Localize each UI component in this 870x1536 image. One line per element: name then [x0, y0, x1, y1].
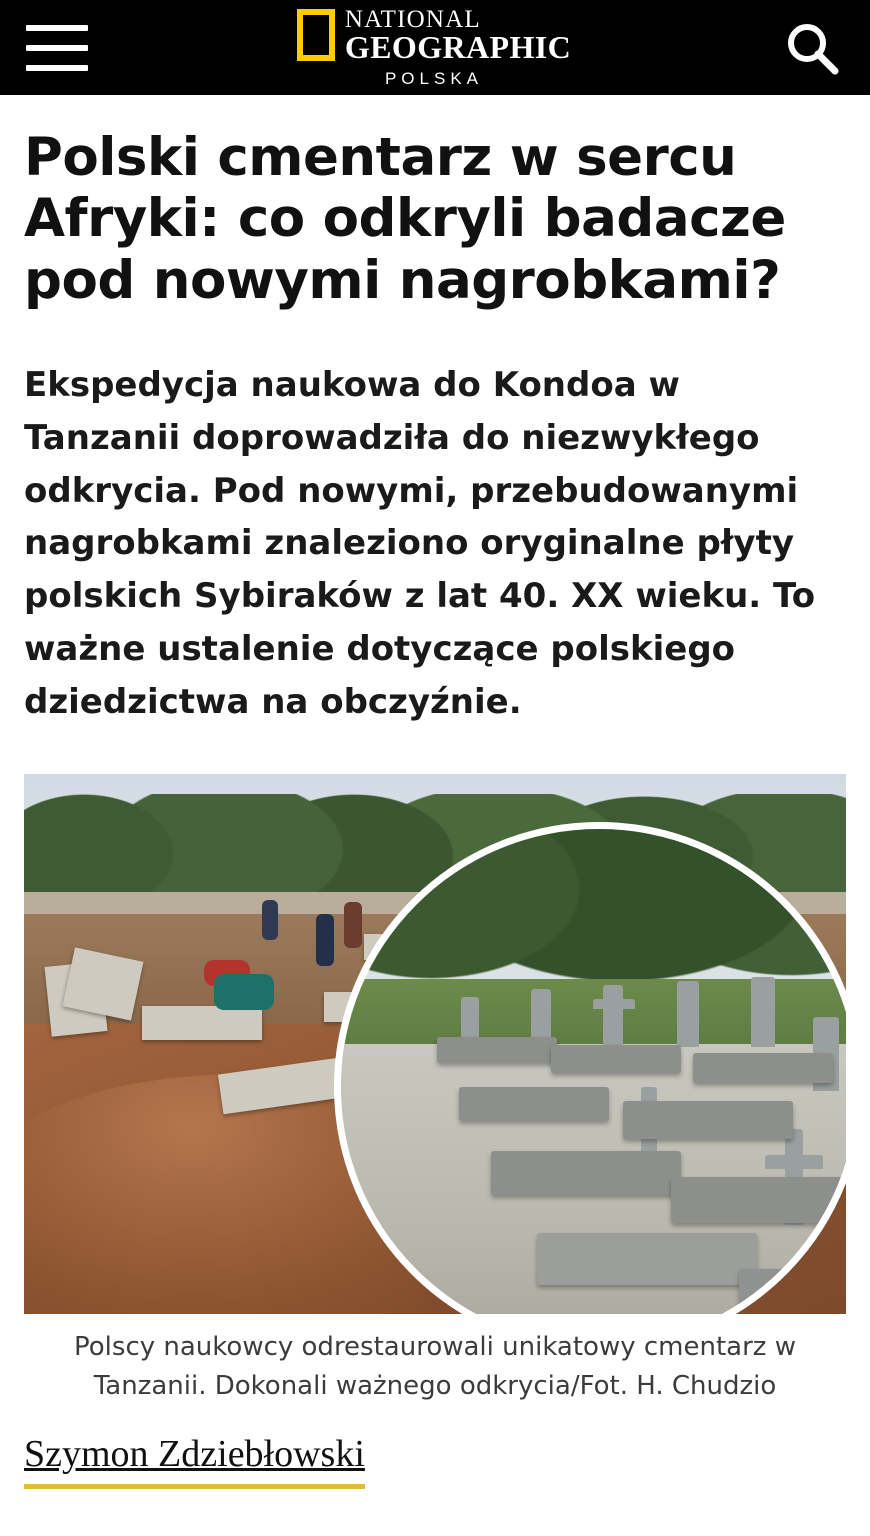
article-image-inset [334, 822, 846, 1314]
article-body [0, 127, 870, 1489]
inset-grave-slab [623, 1101, 793, 1139]
inset-grave-slab [693, 1053, 833, 1083]
inset-grave-slab [491, 1151, 681, 1195]
article-image [24, 774, 846, 1314]
inset-cross-arm [593, 999, 635, 1009]
inset-grave-slab [671, 1177, 846, 1223]
inset-headstone [677, 981, 699, 1047]
site-logo[interactable] [88, 8, 780, 88]
inset-grave-slab [551, 1045, 681, 1073]
inset-grave-slab [459, 1087, 609, 1121]
article-lead: Ekspedycja naukowa do Kondoa w Tanzanii doprowadziła do niezwykłego odkrycia. Pod nowymi, przebudowanymi nagrobkami znaleziono oryginalne płyty polskich Sybiraków z lat 40. XX wieku. To ważne ustalenie dotyczące polskiego dziedzictwa na obczyźnie. [24, 365, 816, 722]
image-grave-slab [142, 1006, 262, 1040]
logo-wordmark [344, 6, 572, 66]
image-worker [214, 974, 274, 1010]
inset-grave-slab [739, 1269, 846, 1314]
site-header [0, 0, 870, 95]
hamburger-menu-icon[interactable] [26, 25, 88, 71]
article-author-link[interactable]: Szymon Zdziebłowski [24, 1432, 365, 1489]
national-geographic-frame-icon [297, 9, 335, 61]
image-caption: Polscy naukowcy odrestaurowali unikatowy cmentarz w Tanzanii. Dokonali ważnego odkrycia/Fot. H. Chudzio [74, 1332, 796, 1402]
logo-line-national: NATIONAL [344, 6, 481, 34]
logo-line-geographic: GEOGRAPHIC [344, 29, 572, 66]
hamburger-bar [26, 45, 88, 51]
inset-grave-slab [437, 1037, 557, 1063]
article-figure [24, 774, 846, 1406]
hamburger-bar [26, 25, 88, 31]
page-title: Polski cmentarz w sercu Afryki: co odkryli badacze pod nowymi nagrobkami? [24, 127, 786, 311]
search-icon[interactable] [780, 16, 844, 80]
inset-headstone [751, 977, 775, 1047]
hamburger-bar [26, 65, 88, 71]
inset-cross [603, 985, 623, 1047]
inset-grave-slab [537, 1233, 757, 1285]
image-worker [262, 900, 278, 940]
inset-cross-arm [765, 1155, 823, 1169]
logo-row [297, 6, 572, 66]
logo-edition-label: POLSKA [384, 68, 484, 88]
image-worker [316, 914, 334, 966]
